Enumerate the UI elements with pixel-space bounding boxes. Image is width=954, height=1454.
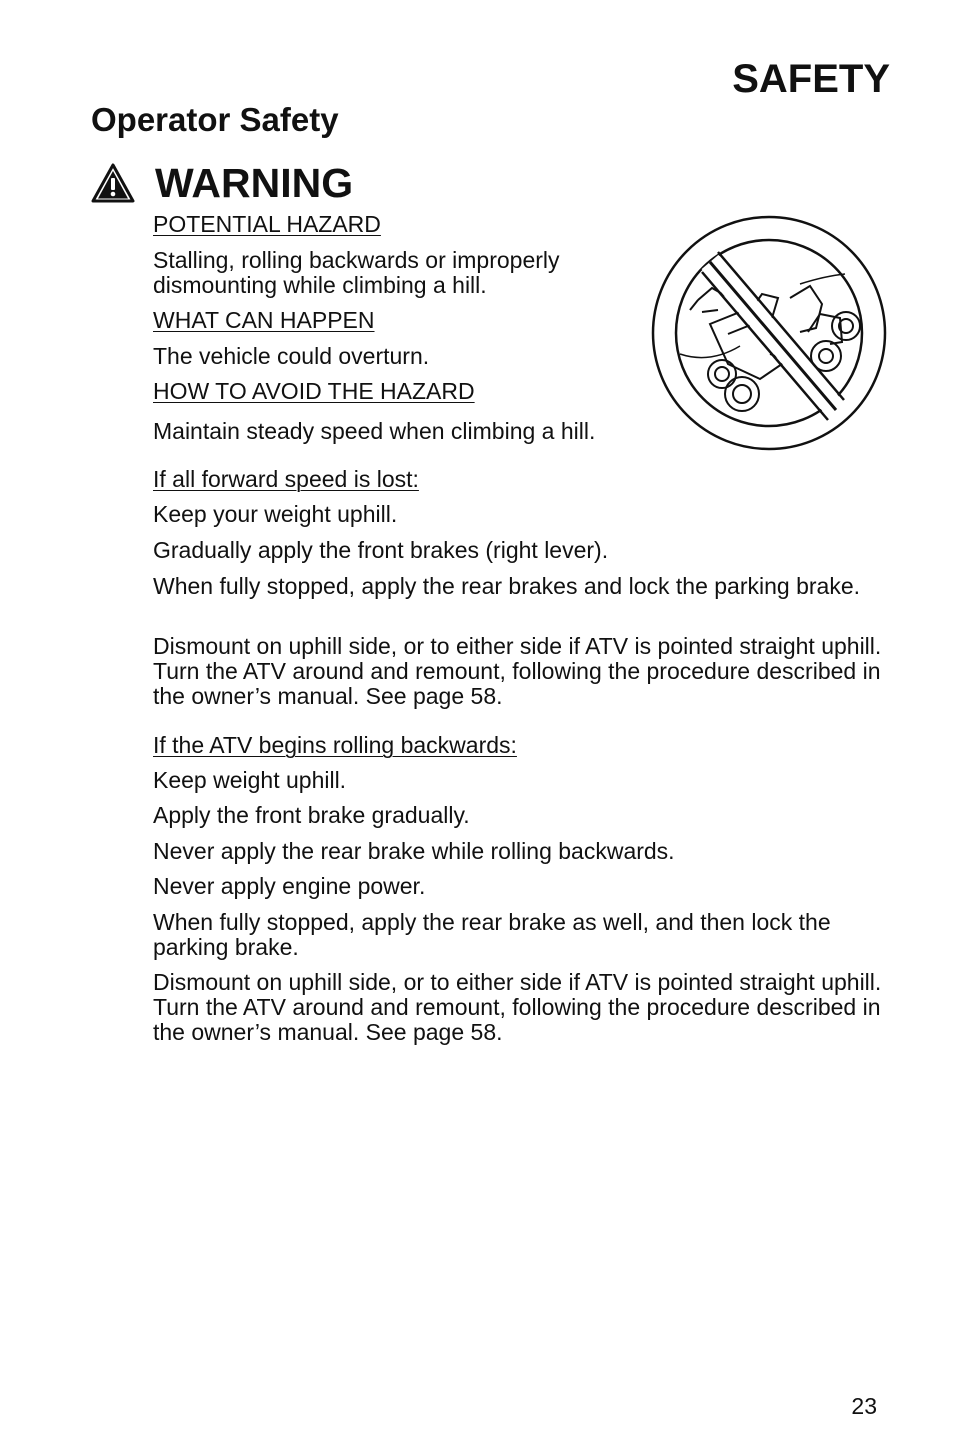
rolling-step-1: Keep weight uphill. — [153, 767, 347, 793]
rolling-step-6: Dismount on uphill side, or to either side if ATV is pointed straight uphill. Turn the ATV around and remount, following the procedure described in the owner’s manual. See page 58. — [153, 969, 882, 1045]
potential-hazard-label: POTENTIAL HAZARD — [153, 211, 381, 237]
potential-hazard-line-1: Stalling, rolling backwards or improperly — [153, 247, 560, 273]
forward-speed-lost-heading: If all forward speed is lost: — [153, 466, 419, 492]
rolling-step-2: Apply the front brake gradually. — [153, 802, 470, 828]
prohibited-atv-backflip-icon — [650, 214, 888, 452]
warning-header — [91, 158, 353, 208]
rolling-step-3: Never apply the rear brake while rolling backwards. — [153, 838, 675, 864]
rolling-step-5: When fully stopped, apply the rear brake as well, and then lock the parking brake. — [153, 909, 831, 960]
forward-step-4: Dismount on uphill side, or to either side if ATV is pointed straight uphill. Turn the ATV around and remount, following the procedure described in the owner’s manual. See page 58. — [153, 633, 882, 709]
what-can-happen-label: WHAT CAN HAPPEN — [153, 307, 375, 333]
warning-title: WARNING — [155, 160, 354, 206]
what-can-happen-text: The vehicle could overturn. — [153, 343, 430, 369]
rolling-step-4: Never apply engine power. — [153, 873, 426, 899]
page-number: 23 — [851, 1393, 877, 1419]
warning-triangle-icon — [91, 163, 135, 203]
potential-hazard-line-2: dismounting while climbing a hill. — [153, 272, 487, 298]
forward-step-1: Keep your weight uphill. — [153, 501, 398, 527]
forward-step-2: Gradually apply the front brakes (right lever). — [153, 537, 609, 563]
how-to-avoid-label: HOW TO AVOID THE HAZARD — [153, 378, 475, 404]
section-title: SAFETY — [732, 57, 890, 101]
rolling-backwards-heading: If the ATV begins rolling backwards: — [153, 732, 517, 758]
forward-step-3: When fully stopped, apply the rear brakes and lock the parking brake. — [153, 573, 861, 599]
subsection-title: Operator Safety — [91, 101, 339, 138]
how-to-avoid-text: Maintain steady speed when climbing a hill. — [153, 418, 596, 444]
